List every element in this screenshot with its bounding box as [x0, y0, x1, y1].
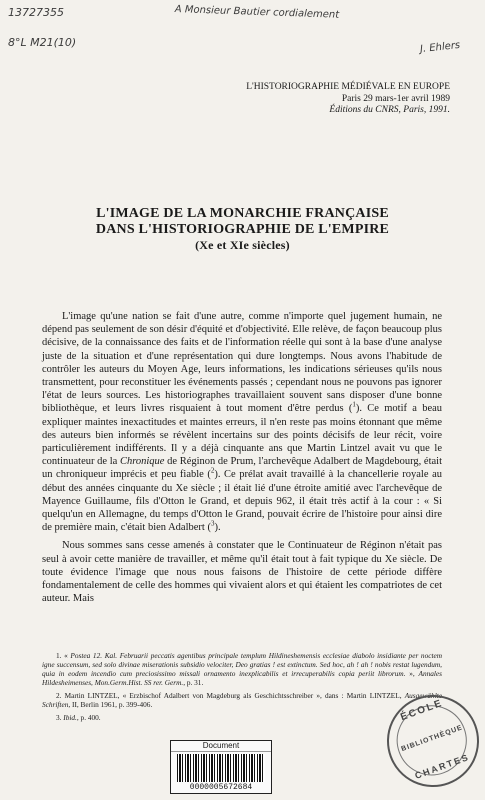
fn1-source: Annales Hildesheimenses, Mon.Germ.Hist. SS rer. Germ.: [42, 669, 442, 687]
fn2-text-b: , II, Berlin 1961, p. 399-406.: [68, 700, 153, 709]
p1-text-d: ). Ce prélat avait travaillé à la chancellerie royale au début des années cinquante du Xe siècle ; il était lié d'une étroite amitié avec l'archevêque de Mayence Guillaume, fils d'Otton le Grand, et depuis 962, il était très actif à la cour : « Si quelqu'un en Allemagne, du temps d'Otton le Grand, pouvait écrire de l'histoire pour ainsi dire de première main, c'était bien Adalbert (: [42, 469, 442, 534]
seal-top-text: ÉCOLE: [399, 697, 445, 724]
p1-text-e: ).: [214, 522, 221, 534]
handwritten-signature: J. Ehlers: [419, 39, 461, 56]
barcode-number: 0000005672684: [189, 783, 253, 792]
p1-chronique: Chronique: [119, 456, 165, 468]
fn1-end: , p. 31.: [183, 678, 204, 687]
document-barcode-label: [170, 740, 272, 794]
handwritten-catalog-number: 13727355: [8, 6, 64, 19]
proceedings-header: [150, 82, 450, 117]
seal-middle-text: BIBLIOTHÈQUE: [400, 724, 464, 754]
proceedings-publisher: Éditions du CNRS, Paris, 1991.: [329, 105, 450, 115]
paragraph-1: [42, 310, 442, 534]
barcode-caption: Document: [171, 741, 271, 752]
article-body: [42, 310, 442, 605]
barcode-icon: [177, 754, 265, 782]
fn1-latin: Postea 12. Kal. Februarii peccatis agentibus principale templum Hildineshemensis ecclesiae diabolo insidiante per noctem igne succensum, sed solo divinae miserationis subsidio velociter, Deo gratias ! est extinctum. Sed hoc, ah ! ah ! nobis restat lugendum, quia in eodem incendio cum preciosissimo missali ornamento inexplicabilis et irrecuperabilis copia periit librorum.: [42, 651, 442, 678]
title-line-1: L'IMAGE DE LA MONARCHIE FRANÇAISE: [96, 206, 389, 221]
handwritten-shelfmark: 8°L M21(10): [8, 36, 77, 49]
fn2-text-a: 2. Martin LINTZEL, « Erzbischof Adalbert von Magdeburg als Geschichtsschreiber », dans : Martin LINTZEL,: [56, 691, 405, 700]
footnote-ref-3[interactable]: 3: [210, 519, 215, 528]
footnote-2: [42, 691, 442, 709]
footnote-ref-2[interactable]: 2: [210, 466, 215, 475]
title-subtitle: (Xe et XIe siècles): [195, 238, 290, 252]
fn3-num: 3.: [56, 713, 64, 722]
seal-bottom-text: CHARTES: [413, 751, 471, 781]
fn3-ibid: Ibid.: [63, 713, 77, 722]
title-line-2: DANS L'HISTORIOGRAPHIE DE L'EMPIRE: [95, 222, 390, 237]
proceedings-place-date: Paris 29 mars-1er avril 1989: [341, 93, 450, 104]
paragraph-2: Nous sommes sans cesse amenés à constater que le Continuateur de Réginon n'était pas seul à avoir cette manière de travailler, et même qu'il était tout à fait typique du Xe siècle. De toute évidence l'image que nous nous faisons de l'histoire de cette période diffère fondamentalement de celle des hommes qui vivaient alors et qui étaient les compatriotes de cet auteur. Mais: [42, 540, 442, 605]
footnote-ref-1[interactable]: 1: [352, 400, 356, 409]
proceedings-series: L'HISTORIOGRAPHIE MÉDIÉVALE EN EUROPE: [246, 82, 450, 92]
footnote-1: [42, 651, 442, 687]
handwritten-dedication: A Monsieur Bautier cordialement: [174, 4, 340, 21]
p1-text-a: L'image qu'une nation se fait d'une autre, comme n'importe quel jugement humain, ne dépend pas seulement de son désir d'équité et d'objectivité. Elle relève, de façon beaucoup plus décisive, de la connaissance des faits et de l'information réelle qui sont à la base d'une analyse juste de la situation et d'une représentation qui dure longtemps. Nous avons l'habitude de contrôler les auteurs du Moyen Age, leurs informations, les indications sérieuses qu'ils nous transmettent, pour reconstituer les événements passés ; cependant nous ne pouvons pas ignorer l'état de leurs sources. Les historiographes travaillaient souvent sans disposer d'une bonne bibliothèque, et leurs livres risquaient à tout moment d'être perdus (: [42, 311, 442, 415]
footnotes: [42, 651, 442, 726]
article-title: [30, 206, 455, 253]
fn2-book: Ausgewählte Schriften: [42, 691, 442, 709]
fn3-text: , p. 400.: [76, 713, 101, 722]
p1-text-c: de Réginon de Prum, l'archevêque Adalbert de Magdebourg, était un chroniqueur imprécis et peu fiable (: [42, 456, 442, 481]
fn1-mid: »,: [405, 669, 419, 678]
fn1-num: 1. «: [56, 651, 71, 660]
p1-text-b: ). Ce motif a beau expliquer maintes inexactitudes et maintes erreurs, il n'en reste pas moins étonnant que même des auteurs bien informés se révèlent incertains sur des points décisifs de leur récit, voire particulièrement indifférents. Il y a déjà cinquante ans que Martin Lintzel avait vu que le continuateur de la: [42, 403, 443, 468]
